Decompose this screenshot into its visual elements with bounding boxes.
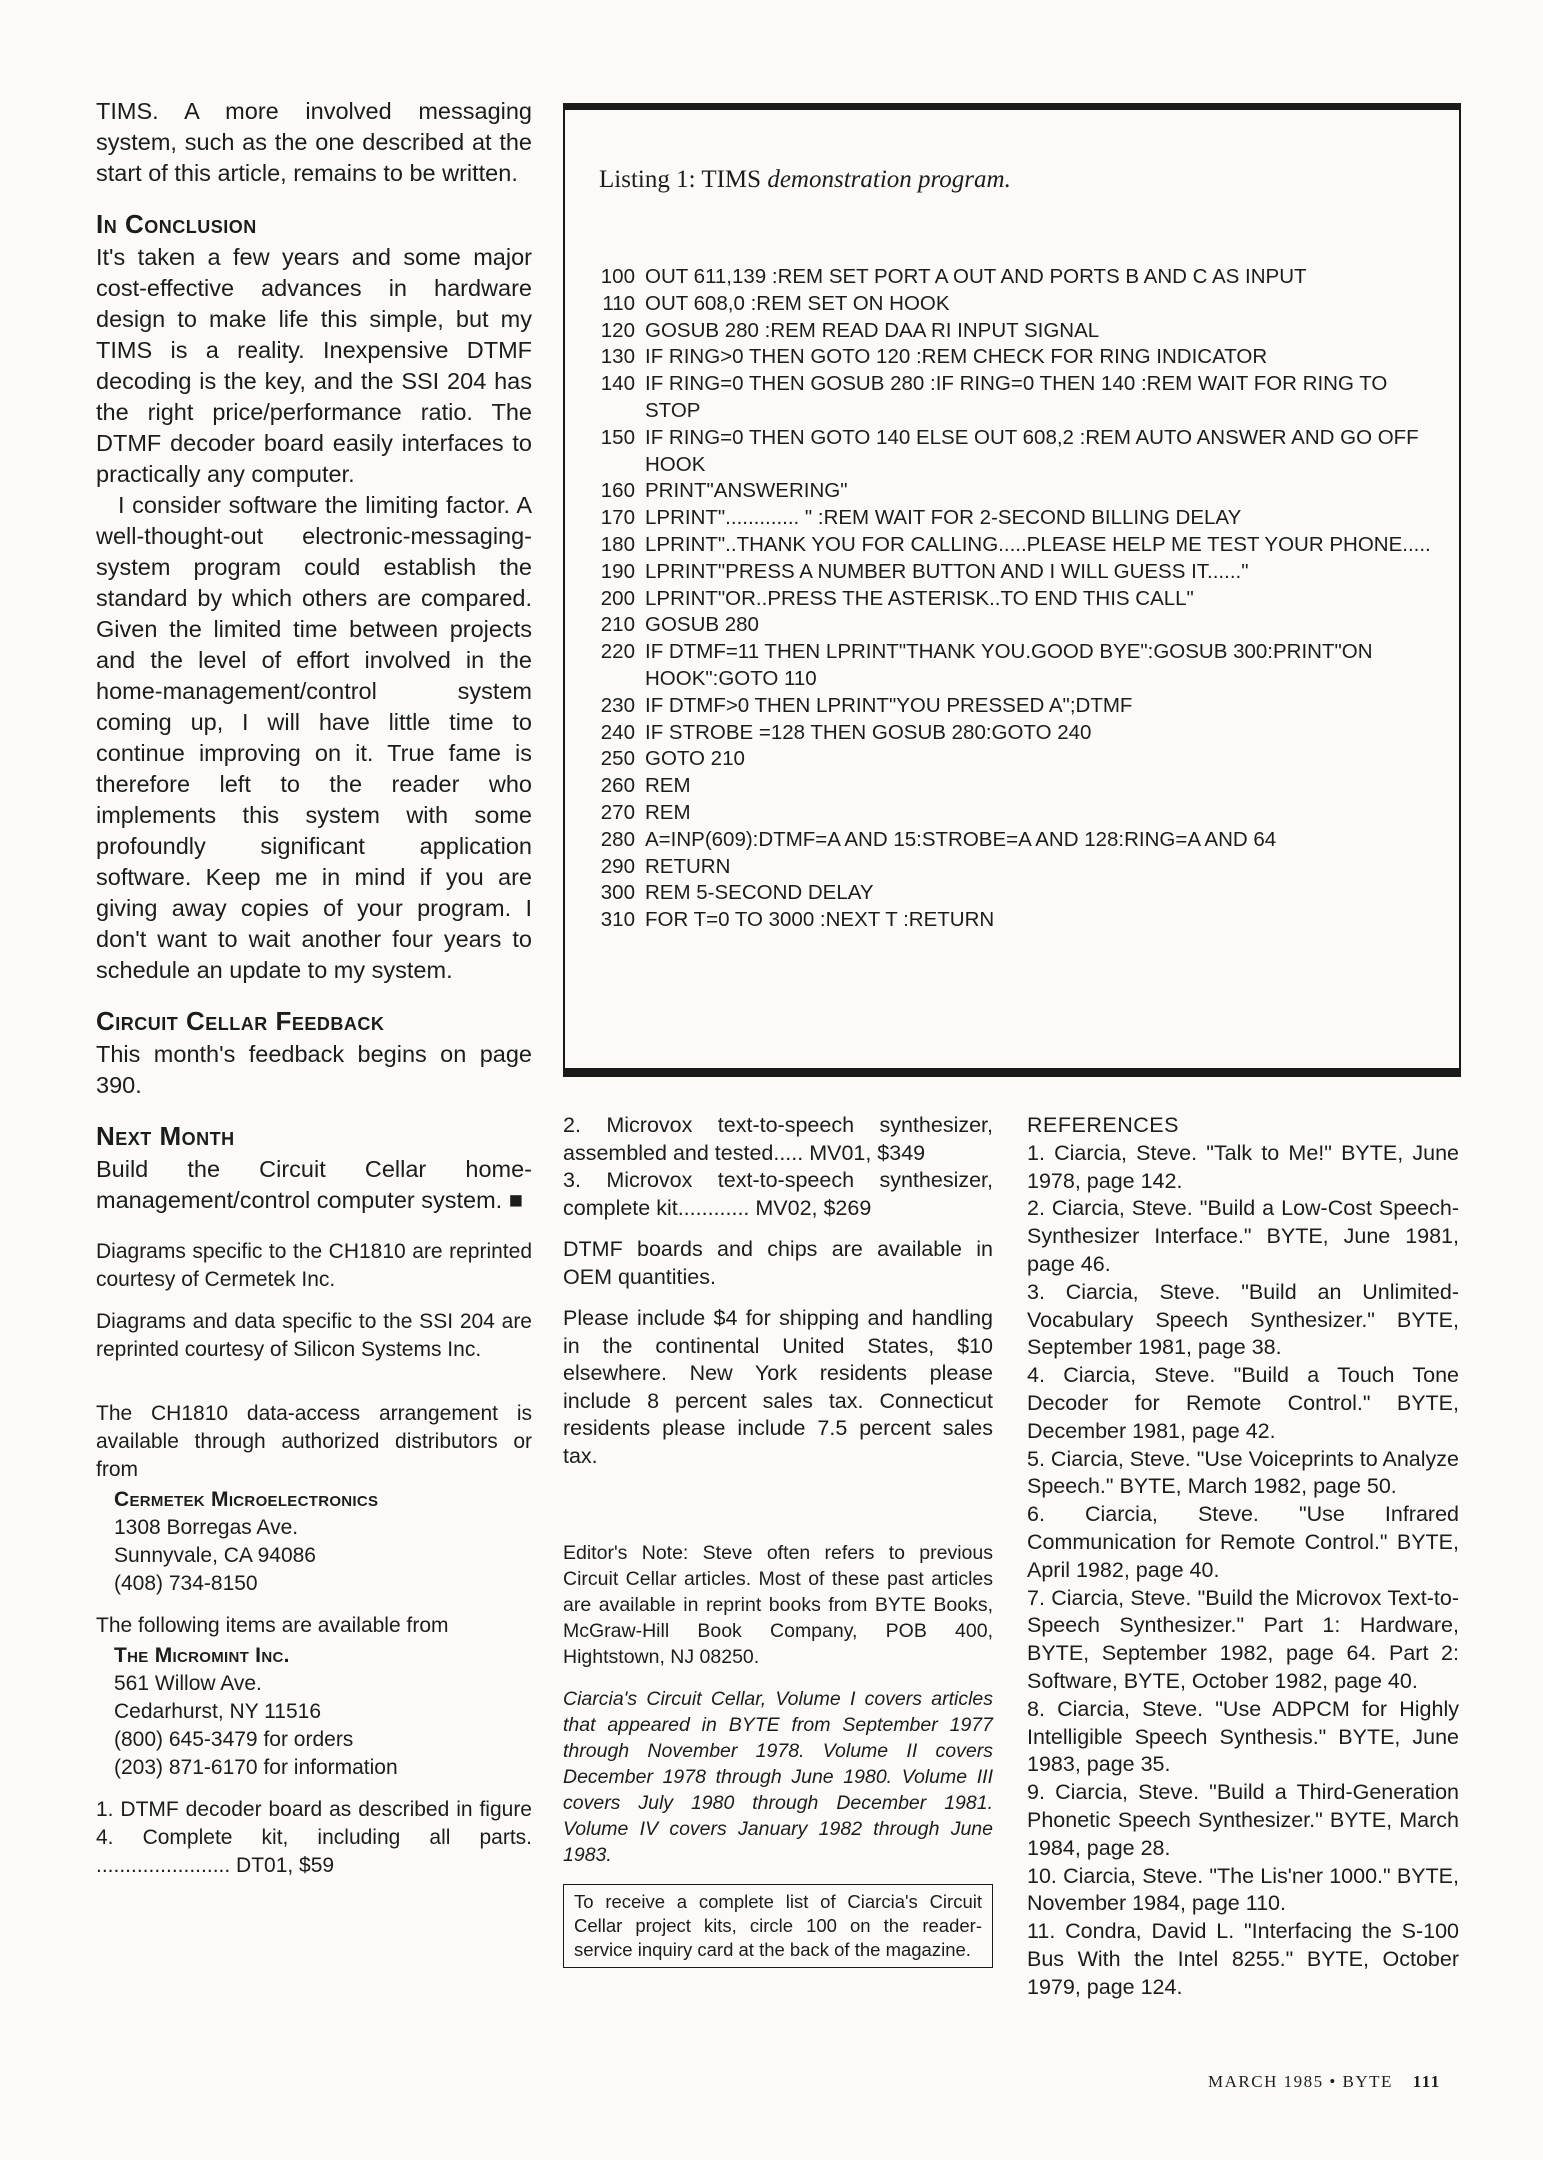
line-number: 160 bbox=[600, 479, 635, 503]
line-number: 280 bbox=[600, 827, 635, 851]
line-number: 310 bbox=[600, 908, 635, 932]
line-text: LPRINT"OR..PRESS THE ASTERISK..TO END THIS CALL" bbox=[645, 586, 1194, 610]
cermetek-street: 1308 Borregas Ave. bbox=[114, 1516, 299, 1539]
page-footer bbox=[1208, 2072, 1441, 2092]
line-text: RETURN bbox=[645, 854, 731, 878]
references-heading: REFERENCES bbox=[1027, 1113, 1179, 1137]
line-number: 170 bbox=[600, 506, 635, 530]
line-text: REM bbox=[645, 774, 691, 798]
line-text: REM bbox=[645, 800, 691, 824]
micromint-phone-orders: (800) 645-3479 for orders bbox=[114, 1728, 354, 1751]
conclusion-paragraph-2: I consider software the limiting factor. A well-thought-out electronic-messaging-system program could establish the standard by which others are compared. Given the limited time between projects and the level of effort involved in the home-management/control system coming up, I will have little time to continue improving on it. True fame is therefore left to the reader who implements this system with some profoundly significant application software. Keep me in mind if you are giving away copies of your program. I don't want to wait another four years to schedule an update to my system. bbox=[96, 492, 532, 983]
left-column bbox=[96, 96, 532, 1894]
cermetek-name: Cermetek Microelectronics bbox=[114, 1488, 379, 1511]
availability-micromint: The following items are available from bbox=[96, 1614, 449, 1637]
cermetek-phone: (408) 734-8150 bbox=[114, 1572, 258, 1595]
next-month-heading: Next Month bbox=[96, 1121, 235, 1151]
shipping-note: Please include $4 for shipping and handling in the continental United States, $10 elsewhere. New York residents please include 8 percent sales tax. Connecticut residents please include 7.5 percent sales tax. bbox=[563, 1306, 993, 1468]
item-3: 3. Microvox text-to-speech synthesizer, complete kit............ MV02, $269 bbox=[563, 1168, 993, 1220]
middle-column bbox=[563, 1112, 993, 1968]
line-number: 190 bbox=[600, 559, 635, 583]
line-text: GOSUB 280 bbox=[645, 613, 759, 637]
volumes-note: Ciarcia's Circuit Cellar, Volume I covers articles that appeared in BYTE from September 1977 through November 1978. Volume II covers December 1978 through June 1980. Volume III covers July 1980 through December 1981. Volume IV covers January 1982 through June 1983. bbox=[563, 1688, 993, 1866]
micromint-name: The Micromint Inc. bbox=[114, 1644, 290, 1667]
line-number: 210 bbox=[600, 613, 635, 637]
reference-item: 2. Ciarcia, Steve. "Build a Low-Cost Speech-Synthesizer Interface." BYTE, June 1981, page 46. bbox=[1027, 1196, 1459, 1276]
reference-item: 8. Ciarcia, Steve. "Use ADPCM for Highly Intelligible Speech Synthesis." BYTE, June 1983, page 35. bbox=[1027, 1696, 1459, 1777]
code-line bbox=[593, 773, 1433, 800]
code-line bbox=[593, 639, 1433, 693]
code-line bbox=[593, 693, 1433, 720]
code-line bbox=[593, 612, 1433, 639]
line-text: A=INP(609):DTMF=A AND 15:STROBE=A AND 128:RING=A AND 64 bbox=[645, 827, 1277, 851]
code-line bbox=[593, 559, 1433, 586]
reference-item: 1. Ciarcia, Steve. "Talk to Me!" BYTE, June 1978, page 142. bbox=[1027, 1140, 1459, 1193]
notes bbox=[563, 1540, 993, 1868]
next-month-text: Build the Circuit Cellar home-management/control computer system. ■ bbox=[96, 1156, 532, 1213]
line-text: IF RING=0 THEN GOTO 140 ELSE OUT 608,2 :REM AUTO ANSWER AND GO OFF HOOK bbox=[645, 425, 1419, 476]
credit-ch1810: Diagrams specific to the CH1810 are reprinted courtesy of Cermetek Inc. bbox=[96, 1240, 532, 1291]
credits bbox=[96, 1238, 532, 1364]
code-line bbox=[593, 746, 1433, 773]
line-number: 130 bbox=[600, 345, 635, 369]
line-number: 200 bbox=[600, 586, 635, 610]
micromint-city: Cedarhurst, NY 11516 bbox=[114, 1700, 322, 1723]
availability-ch1810: The CH1810 data-access arrangement is available through authorized distributors or from bbox=[96, 1402, 532, 1481]
reference-item: 6. Ciarcia, Steve. "Use Infrared Communication for Remote Control." BYTE, April 1982, page 40. bbox=[1027, 1502, 1459, 1582]
code-line bbox=[593, 478, 1433, 505]
code-line bbox=[593, 586, 1433, 613]
reference-item: 9. Ciarcia, Steve. "Build a Third-Generation Phonetic Speech Synthesizer." BYTE, March 1984, page 28. bbox=[1027, 1780, 1459, 1860]
footer-issue: MARCH 1985 • BYTE bbox=[1208, 2072, 1393, 2091]
line-text: IF RING=0 THEN GOSUB 280 :IF RING=0 THEN 140 :REM WAIT FOR RING TO STOP bbox=[645, 372, 1388, 422]
line-text: LPRINT"PRESS A NUMBER BUTTON AND I WILL GUESS IT......" bbox=[645, 559, 1249, 583]
line-text: PRINT"ANSWERING" bbox=[645, 479, 848, 503]
code-listing bbox=[593, 264, 1433, 934]
cermetek-city: Sunnyvale, CA 94086 bbox=[114, 1544, 316, 1567]
line-number: 180 bbox=[600, 532, 635, 556]
line-text: FOR T=0 TO 3000 :NEXT T :RETURN bbox=[645, 908, 995, 932]
code-line bbox=[593, 291, 1433, 318]
listing-title: demonstration program. bbox=[767, 166, 1011, 193]
dtmf-oem-note: DTMF boards and chips are available in OEM quantities. bbox=[563, 1237, 993, 1289]
listing-caption bbox=[599, 166, 1011, 194]
line-text: IF STROBE =128 THEN GOSUB 280:GOTO 240 bbox=[645, 720, 1092, 744]
reference-item: 10. Ciarcia, Steve. "The Lis'ner 1000." BYTE, November 1984, page 110. bbox=[1027, 1863, 1459, 1916]
code-line bbox=[593, 907, 1433, 934]
reference-item: 11. Condra, David L. "Interfacing the S-100 Bus With the Intel 8255." BYTE, October 1979, page 124. bbox=[1027, 1919, 1459, 1999]
line-number: 230 bbox=[600, 693, 635, 717]
editors-note: Editor's Note: Steve often refers to previous Circuit Cellar articles. Most of these past articles are available in reprint books from BYTE Books, McGraw-Hill Book Company, POB 400, Hightstown, NJ 08250. bbox=[563, 1542, 993, 1668]
reference-item: 5. Ciarcia, Steve. "Use Voiceprints to Analyze Speech." BYTE, March 1982, page 50. bbox=[1027, 1446, 1459, 1499]
line-number: 290 bbox=[600, 854, 635, 878]
line-number: 220 bbox=[600, 640, 635, 664]
line-text: IF DTMF>0 THEN LPRINT"YOU PRESSED A";DTMF bbox=[645, 693, 1133, 717]
feedback-heading: Circuit Cellar Feedback bbox=[96, 1006, 385, 1036]
kit-list-box: To receive a complete list of Ciarcia's Circuit Cellar project kits, circle 100 on the reader-service inquiry card at the back of the magazine. bbox=[563, 1884, 993, 1968]
micromint-address bbox=[114, 1642, 532, 1782]
line-text: IF RING>0 THEN GOTO 120 :REM CHECK FOR RING INDICATOR bbox=[645, 345, 1268, 369]
line-text: OUT 608,0 :REM SET ON HOOK bbox=[645, 291, 950, 315]
line-number: 150 bbox=[600, 425, 635, 449]
code-line bbox=[593, 425, 1433, 479]
line-text: LPRINT"..THANK YOU FOR CALLING.....PLEASE HELP ME TEST YOUR PHONE..... bbox=[645, 532, 1431, 556]
listing-box bbox=[563, 103, 1461, 1077]
code-line bbox=[593, 505, 1433, 532]
line-number: 240 bbox=[600, 720, 635, 744]
listing-label: Listing 1: TIMS bbox=[599, 166, 762, 193]
cermetek-address bbox=[114, 1486, 532, 1598]
line-text: OUT 611,139 :REM SET PORT A OUT AND PORTS B AND C AS INPUT bbox=[645, 265, 1307, 288]
intro-paragraph: TIMS. A more involved messaging system, such as the one described at the start of this article, remains to be written. bbox=[96, 98, 532, 186]
line-text: GOTO 210 bbox=[645, 747, 745, 771]
conclusion-paragraph-1: It's taken a few years and some major cost-effective advances in hardware design to make life this simple, but my TIMS is a reality. Inexpensive DTMF decoding is the key, and the SSI 204 has the right price/performance ratio. The DTMF decoder board easily interfaces to practically any computer. bbox=[96, 244, 532, 487]
reference-item: 3. Ciarcia, Steve. "Build an Unlimited-Vocabulary Speech Synthesizer." BYTE, September 1981, page 38. bbox=[1027, 1279, 1459, 1360]
credit-ssi204: Diagrams and data specific to the SSI 204 are reprinted courtesy of Silicon Systems Inc. bbox=[96, 1310, 532, 1361]
line-text: IF DTMF=11 THEN LPRINT"THANK YOU.GOOD BYE":GOSUB 300:PRINT"ON HOOK":GOTO 110 bbox=[645, 640, 1373, 690]
code-line bbox=[593, 344, 1433, 371]
reference-item: 4. Ciarcia, Steve. "Build a Touch Tone Decoder for Remote Control." BYTE, December 1981, page 42. bbox=[1027, 1363, 1459, 1443]
line-text: LPRINT"............. " :REM WAIT FOR 2-SECOND BILLING DELAY bbox=[645, 506, 1242, 530]
micromint-phone-info: (203) 871-6170 for information bbox=[114, 1756, 398, 1779]
line-number: 110 bbox=[602, 291, 635, 315]
line-number: 260 bbox=[600, 774, 635, 798]
conclusion-heading: In Conclusion bbox=[96, 209, 257, 239]
code-line bbox=[593, 800, 1433, 827]
references-list bbox=[1027, 1140, 1459, 2002]
item-1: 1. DTMF decoder board as described in figure 4. Complete kit, including all parts. ....................... DT01, $59 bbox=[96, 1798, 532, 1877]
line-text: GOSUB 280 :REM READ DAA RI INPUT SIGNAL bbox=[645, 318, 1100, 342]
feedback-text: This month's feedback begins on page 390. bbox=[96, 1041, 532, 1098]
code-line bbox=[593, 720, 1433, 747]
code-line bbox=[593, 880, 1433, 907]
code-line bbox=[593, 532, 1433, 559]
line-number: 120 bbox=[600, 318, 635, 342]
code-line bbox=[593, 318, 1433, 345]
code-line bbox=[593, 854, 1433, 881]
item-2: 2. Microvox text-to-speech synthesizer, assembled and tested..... MV01, $349 bbox=[563, 1113, 993, 1165]
reference-item: 7. Ciarcia, Steve. "Build the Microvox Text-to-Speech Synthesizer." Part 1: Hardware, BYTE, September 1982, page 64. Part 2: Software, BYTE, October 1982, page 40. bbox=[1027, 1585, 1459, 1693]
line-number: 270 bbox=[600, 800, 635, 824]
code-line bbox=[593, 827, 1433, 854]
line-number: 300 bbox=[600, 881, 635, 905]
line-number: 100 bbox=[600, 265, 635, 288]
micromint-street: 561 Willow Ave. bbox=[114, 1672, 262, 1695]
availability bbox=[96, 1400, 532, 1880]
line-number: 250 bbox=[600, 747, 635, 771]
line-text: REM 5-SECOND DELAY bbox=[645, 881, 874, 905]
page-number: 111 bbox=[1412, 2072, 1441, 2091]
line-number: 140 bbox=[600, 372, 635, 396]
code-line bbox=[593, 371, 1433, 425]
references-column bbox=[1027, 1112, 1459, 2002]
code-line bbox=[593, 264, 1433, 291]
